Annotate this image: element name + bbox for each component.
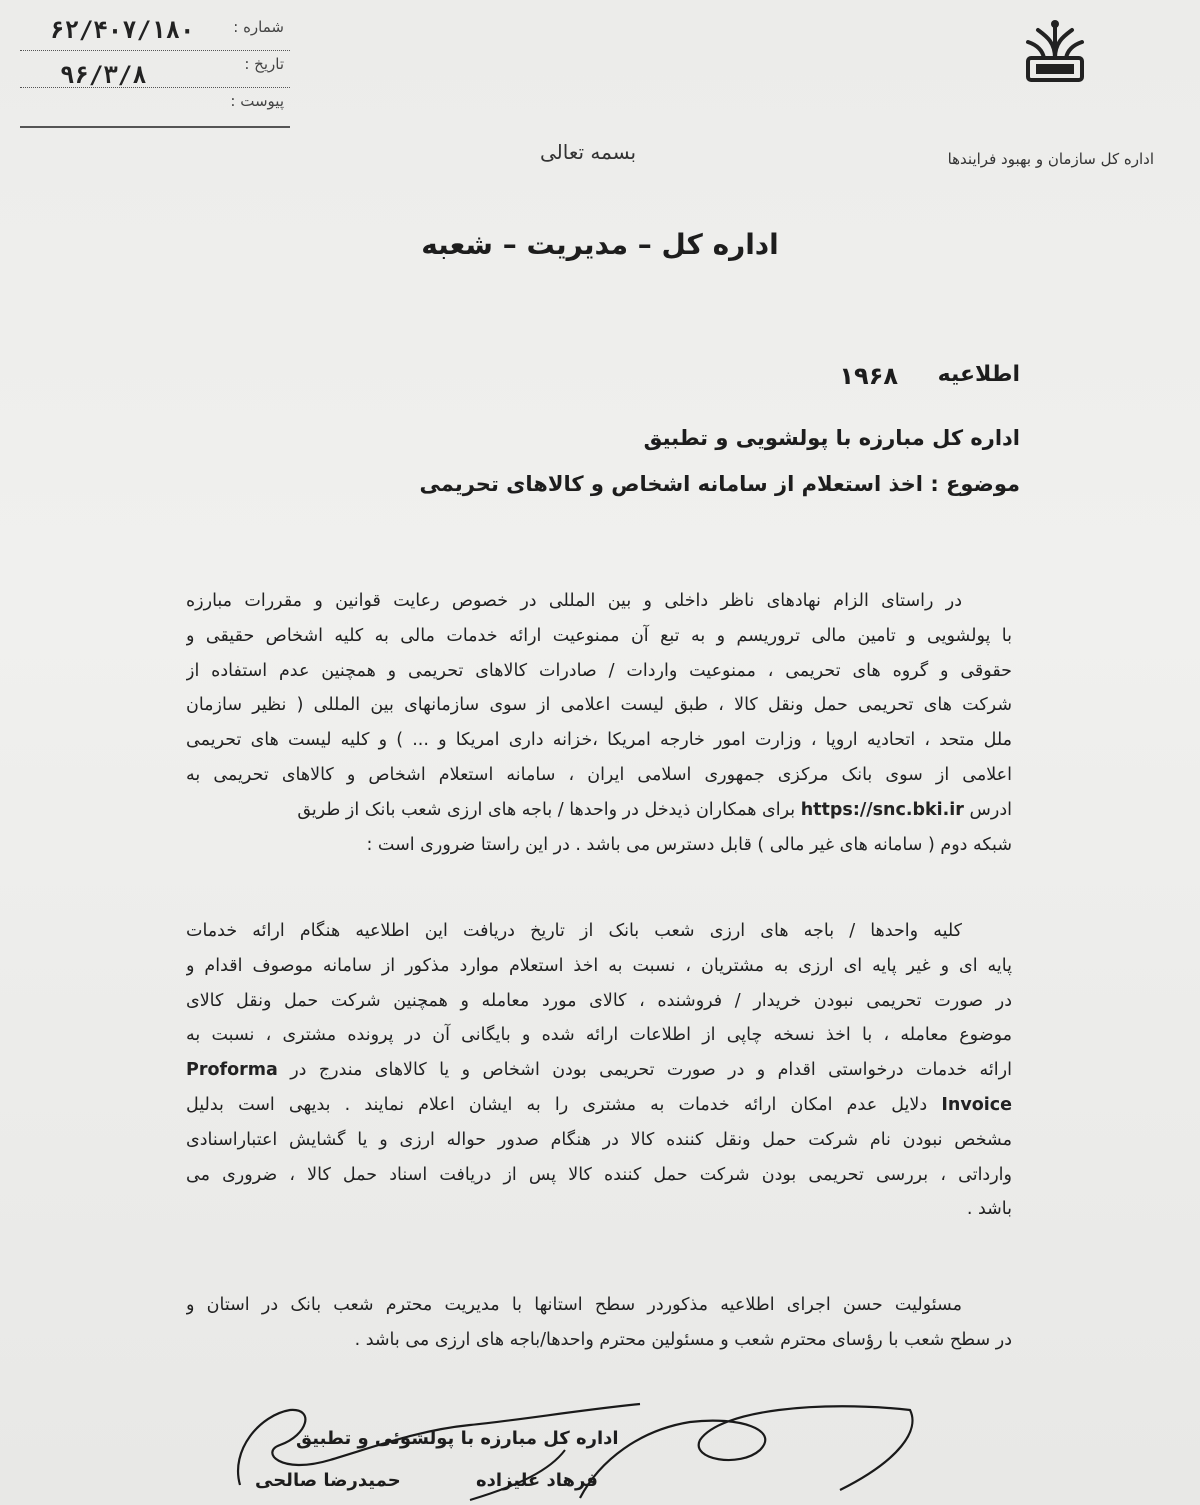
body-paragraph-3 [186,1288,1012,1358]
bank-emblem-icon [1020,18,1090,88]
signature-organization: اداره کل مبارزه با پولشوئی و تطبیق [296,1428,619,1449]
notice-number: ۱۹۶۸ [839,362,898,390]
meta-date-label: تاریخ : [244,55,284,73]
paragraph-line: مشخص نبودن نام شرکت حمل ونقل کننده کالا در هنگام صدور حواله ارزی و یا گشایش اعتباراسنادی [186,1129,1012,1150]
paragraph-line: مسئولیت حسن اجرای اطلاعیه مذکوردر سطح استانها با مدیریت محترم شعب بانک در استان و [186,1295,962,1315]
sanctions-system-link[interactable]: https://snc.bki.ir [800,799,964,820]
paragraph-line: حقوقی و گروه های تحریمی ، ممنوعیت واردات / صادرات کالاهای تحریمی و همچنین عدم استفاده از [186,660,1012,681]
meta-attachment-row [20,88,290,124]
meta-divider [20,126,290,128]
notice-label: اطلاعیه [937,362,1020,387]
paragraph-line: باشد . [966,1199,1012,1220]
paragraph-line: اعلامی از سوی بانک مرکزی جمهوری اسلامی ایران ، سامانه استعلام اشخاص و کالاهای تحریمی به [186,764,1012,785]
paragraph-line: در راستای الزام نهادهای ناظر داخلی و بین المللی در خصوص رعایت قوانین و مقررات مبارزه [186,591,962,611]
signatory-name-2: حمیدرضا صالحی [255,1470,401,1491]
paragraph-line-with-invoice [186,1088,1012,1123]
addressee-heading: اداره کل – مدیریت – شعبه [421,228,779,261]
meta-number-row [20,14,290,51]
body-paragraph-2 [186,914,1012,1227]
paragraph-line: پایه ای و غیر پایه ای ارزی به مشتریان ، نسبت به اخذ استعلام موارد مذکور از سامانه موصوف اقدام و [186,955,1012,976]
meta-number-value: ۶۲/۴۰۷/۱۸۰ [50,16,195,44]
paragraph-line: با پولشویی و تامین مالی تروریسم و به تبع آن ممنوعیت ارائه خدمات مالی به کلیه اشخاص حقیقی و [186,625,1012,646]
meta-date-value: ۹۶/۳/۸ [60,61,147,89]
signatory-name-1: فرهاد علیزاده [476,1470,598,1491]
body-paragraph-1 [186,584,1012,862]
paragraph-line-text: دلایل عدم امکان ارائه خدمات به مشتری را به ایشان اعلام نمایند . بدیهی است بدلیل [186,1094,928,1115]
paragraph-line: در سطح شعب با رؤسای محترم شعب و مسئولین محترم واحدها/باجه های ارزی می باشد . [354,1329,1012,1350]
paragraph-line: در صورت تحریمی نبودن خریدار / فروشنده ، کالای مورد معامله و همچنین شرکت حمل ونقل کالای [186,990,1012,1011]
letter-meta [20,14,290,124]
paragraph-line-tail: برای همکاران ذیدخل در واحدها / باجه های ارزی شعب بانک از طریق [297,799,796,820]
invoice-term: Invoice [941,1094,1012,1115]
meta-number-label: شماره : [233,18,284,36]
paragraph-line: شرکت های تحریمی حمل ونقل کالا ، طبق لیست اعلامی از سوی سازمانهای بین المللی ( نظیر سازمان [186,695,1012,716]
address-prefix: ادرس [969,799,1012,820]
paragraph-line-with-url [186,793,1012,828]
notice-subject: موضوع : اخذ استعلام از سامانه اشخاص و کالاهای تحریمی [419,472,1020,496]
paragraph-line: کلیه واحدها / باجه های ارزی شعب بانک از تاریخ دریافت این اطلاعیه هنگام ارائه خدمات [186,921,962,941]
meta-date-row [20,51,290,88]
notice-from: اداره کل مبارزه با پولشویی و تطبیق [643,426,1020,450]
paragraph-line: ملل متحد ، اتحادیه اروپا ، وزارت امور خارجه امریکا ،خزانه داری امریکا و ... ) و کلیه لیست های تحریمی [186,730,1012,751]
paragraph-line-text: ارائه خدمات درخواستی اقدام و در صورت تحریمی بودن اشخاص و یا کالاهای مندرج در [290,1060,1012,1081]
paragraph-line: وارداتی ، بررسی تحریمی بودن شرکت حمل کننده کالا پس از دریافت اسناد حمل کالا ، ضروری می [186,1164,1012,1185]
paragraph-line-with-proforma [186,1053,1012,1088]
meta-attachment-label: پیوست : [230,92,284,110]
paragraph-line: شبکه دوم ( سامانه های غیر مالی ) قابل دسترس می باشد . در این راستا ضروری است : [366,834,1012,855]
paragraph-line: موضوع معامله ، با اخذ نسخه چاپی از اطلاعات ارائه شده و بایگانی آن در پرونده مشتری ، نسبت به [186,1025,1012,1046]
proforma-term: Proforma [186,1060,278,1081]
basmala: بسمه تعالی [540,140,637,164]
department-name: اداره کل سازمان و بهبود فرایندها [947,150,1154,168]
